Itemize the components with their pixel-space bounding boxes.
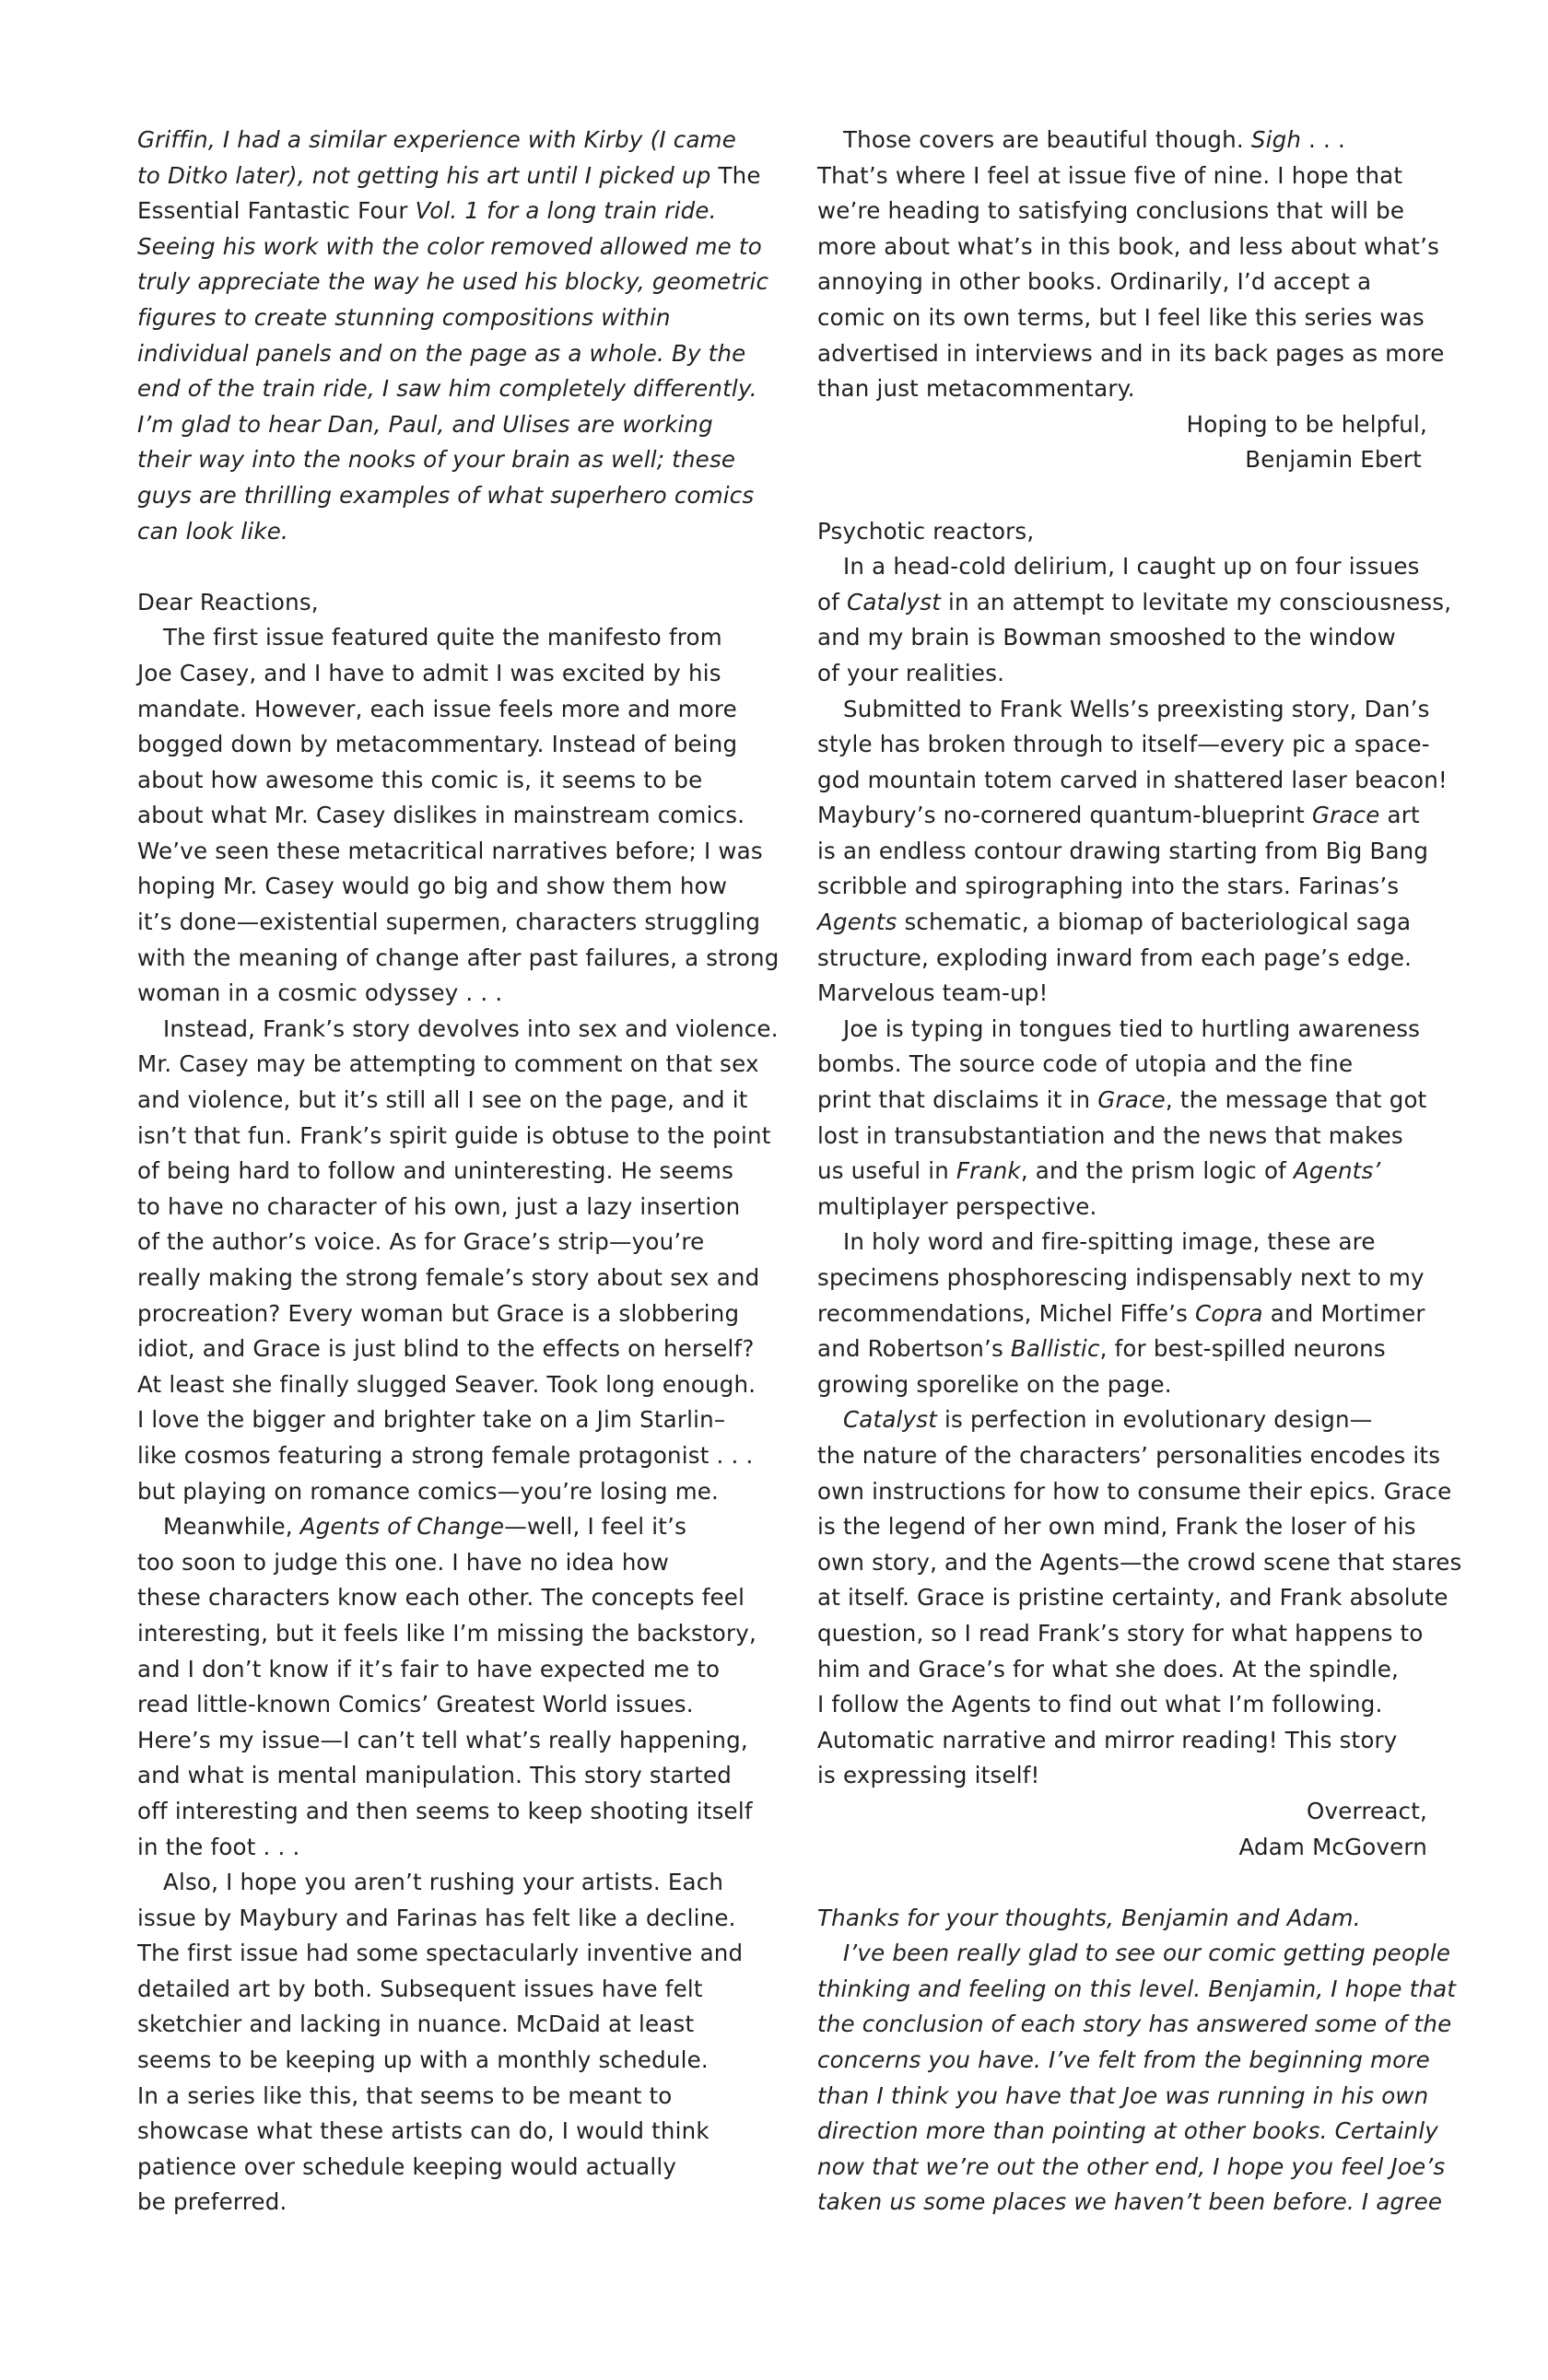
- text-run: and violence, but it’s still all I see on the page, and it: [137, 1086, 748, 1114]
- text-run: patience over schedule keeping would actually: [137, 2152, 677, 2180]
- text-run: The first issue had some spectacularly inventive and: [137, 1940, 744, 1967]
- text-run: print that disclaims it in: [817, 1086, 1098, 1114]
- left-column: [137, 123, 780, 2221]
- text-run: Frank: [956, 1157, 1021, 1185]
- text-run: at itself. Grace is pristine certainty, and Frank absolute: [817, 1584, 1448, 1612]
- text-line: [817, 1545, 1462, 1581]
- text-run: Those covers are beautiful though.: [843, 126, 1251, 153]
- text-run: hoping Mr. Casey would go big and show them how: [137, 873, 728, 900]
- text-run: now that we’re out the other end, I hope you feel Joe’s: [817, 2152, 1446, 2180]
- editor-reply-body: [817, 1936, 1457, 2221]
- text-run: art: [1379, 802, 1420, 829]
- text-line: [137, 1901, 755, 1937]
- text-run: bogged down by metacommentary. Instead of being: [137, 731, 738, 758]
- text-run: , and the prism logic of: [1020, 1157, 1294, 1185]
- letter1-signoff: Hoping to be helpful,: [1186, 410, 1427, 438]
- text-line: [817, 1296, 1427, 1332]
- text-run: him and Grace’s for what she does. At the spindle,: [817, 1655, 1399, 1682]
- text-run: figures to create stunning compositions within: [137, 303, 671, 331]
- text-line: [817, 1402, 1427, 1438]
- text-line: [817, 123, 1427, 158]
- letter2-signoff: Overreact,: [1307, 1797, 1427, 1824]
- text-run: Ballistic: [1010, 1335, 1100, 1363]
- text-run: their way into the nooks of your brain as well; these: [137, 446, 736, 474]
- text-run: lost in transubstantiation and the news that makes: [817, 1121, 1403, 1149]
- text-run: I love the bigger and brighter take on a Jim Starlin–: [137, 1406, 726, 1434]
- text-line: [137, 1652, 755, 1688]
- text-run: Agents of Change: [299, 1513, 505, 1541]
- text-line: [137, 1402, 755, 1438]
- text-run: Essential Fantastic Four: [137, 197, 416, 225]
- text-line: [817, 869, 1427, 905]
- text-run: advertised in interviews and in its back pages as more: [817, 339, 1445, 367]
- text-line: [137, 976, 755, 1012]
- text-run: Catalyst: [843, 1406, 938, 1434]
- text-line: [137, 1616, 755, 1652]
- text-line: [137, 1367, 755, 1403]
- text-run: multiplayer perspective.: [817, 1192, 1097, 1220]
- text-run: concerns you have. I’ve felt from the beginning more: [817, 2046, 1430, 2074]
- text-line: [817, 905, 1427, 941]
- text-run: Copra: [1195, 1299, 1263, 1327]
- text-run: Mr. Casey may be attempting to comment on that sex: [137, 1050, 759, 1078]
- text-line: [137, 1830, 755, 1866]
- text-run: seems to be keeping up with a monthly schedule.: [137, 2046, 709, 2074]
- text-run: about how awesome this comic is, it seems to be: [137, 766, 703, 793]
- text-run: Maybury’s no-cornered quantum-blueprint: [817, 802, 1312, 829]
- text-run: Catalyst: [847, 588, 942, 616]
- text-run: Sigh: [1250, 126, 1302, 153]
- text-line: [817, 1225, 1427, 1260]
- text-line: [817, 2079, 1427, 2115]
- text-line: [137, 1154, 755, 1190]
- text-line: [817, 1190, 1427, 1225]
- text-line: [137, 1225, 755, 1260]
- text-line: [817, 2150, 1446, 2186]
- text-run: showcase what these artists can do, I would think: [137, 2117, 710, 2145]
- text-run: the nature of the characters’ personalities encodes its: [817, 1441, 1441, 1469]
- text-line: [137, 1972, 755, 2008]
- text-line: [817, 2007, 1452, 2043]
- text-run: growing sporelike on the page.: [817, 1370, 1172, 1398]
- text-run: mandate. However, each issue feels more and more: [137, 695, 737, 722]
- text-line: [137, 2114, 755, 2150]
- text-line: [817, 1331, 1427, 1367]
- text-line: [137, 300, 755, 336]
- text-line: [137, 1331, 755, 1367]
- text-run: thinking and feeling on this level. Benjamin, I hope that: [817, 1975, 1457, 2002]
- text-line: [817, 371, 1427, 407]
- text-line: [137, 1545, 755, 1581]
- text-run: like cosmos featuring a strong female protagonist . . .: [137, 1441, 754, 1469]
- text-line: [817, 834, 1427, 870]
- text-line: [137, 1438, 755, 1474]
- text-run: In a series like this, that seems to be meant to: [137, 2081, 673, 2109]
- text-run: direction more than pointing at other books. Certainly: [817, 2117, 1438, 2145]
- text-run: —well, I feel it’s: [504, 1513, 687, 1541]
- letter1-continued: [817, 123, 1445, 407]
- text-run: guys are thrilling examples of what superhero comics: [137, 481, 755, 509]
- text-run: I follow the Agents to find out what I’m following.: [817, 1691, 1383, 1718]
- text-run: Joe Casey, and I have to admit I was excited by his: [137, 659, 721, 686]
- text-run: idiot, and Grace is just blind to the effects on herself?: [137, 1335, 755, 1363]
- text-line: [137, 1474, 755, 1510]
- text-run: recommendations, Michel Fiffe’s: [817, 1299, 1196, 1327]
- text-line: [817, 1972, 1457, 2008]
- text-run: of being hard to follow and uninteresting. He seems: [137, 1157, 734, 1185]
- text-line: [137, 229, 762, 265]
- text-line: [817, 1936, 1451, 1972]
- text-run: us useful in: [817, 1157, 956, 1185]
- text-line: [137, 2150, 755, 2186]
- text-run: and my brain is Bowman smooshed to the window: [817, 624, 1396, 651]
- letter1-signature: Benjamin Ebert: [1245, 446, 1422, 474]
- text-line: [817, 1652, 1427, 1688]
- text-run: is expressing itself!: [817, 1762, 1040, 1789]
- text-run: in the foot . . .: [137, 1833, 300, 1860]
- text-run: is the legend of her own mind, Frank the loser of his: [817, 1513, 1416, 1541]
- text-run: comic on its own terms, but I feel like this series was: [817, 303, 1425, 331]
- text-line: [817, 1260, 1427, 1296]
- text-run: it’s done—existential supermen, characters struggling: [137, 909, 761, 936]
- paragraph: [817, 1012, 1427, 1225]
- text-run: own story, and the Agents—the crowd scene that stares: [817, 1548, 1462, 1576]
- text-run: Joe is typing in tongues tied to hurtling awareness: [843, 1014, 1421, 1042]
- text-run: can look like.: [137, 517, 289, 545]
- text-run: Agents: [817, 909, 897, 936]
- text-run: annoying in other books. Ordinarily, I’d accept a: [817, 268, 1372, 296]
- text-run: Submitted to Frank Wells’s preexisting story, Dan’s: [843, 695, 1430, 722]
- text-line: [817, 941, 1427, 977]
- text-line: [137, 1794, 755, 1830]
- text-run: Instead, Frank’s story devolves into sex and violence.: [163, 1014, 779, 1042]
- text-run: too soon to judge this one. I have no idea how: [137, 1548, 669, 1576]
- text-run: schematic, a biomap of bacteriological saga: [897, 909, 1412, 936]
- text-run: of: [817, 588, 848, 616]
- text-run: than I think you have that Joe was running in his own: [817, 2081, 1429, 2109]
- text-run: I’m glad to hear Dan, Paul, and Ulises are working: [137, 410, 713, 438]
- text-line: [137, 2007, 755, 2043]
- text-run: interesting, but it feels like I’m missing the backstory,: [137, 1619, 756, 1647]
- text-line: [137, 371, 755, 407]
- paragraph: [817, 158, 1445, 407]
- text-run: In a head-cold delirium, I caught up on four issues: [843, 553, 1420, 580]
- text-line: [137, 2185, 755, 2221]
- text-run: the conclusion of each story has answered some of the: [817, 2011, 1452, 2038]
- text-line: [137, 1723, 755, 1759]
- paragraph: [817, 1225, 1427, 1402]
- text-line: [817, 549, 1427, 585]
- text-run: individual panels and on the page as a whole. By the: [137, 339, 746, 367]
- text-line: [137, 193, 755, 229]
- text-line: [137, 1296, 755, 1332]
- text-run: Automatic narrative and mirror reading! This story: [817, 1726, 1398, 1753]
- text-line: [817, 1616, 1427, 1652]
- text-run: That’s where I feel at issue five of nine. I hope that: [817, 161, 1403, 189]
- text-run: procreation? Every woman but Grace is a slobbering: [137, 1299, 740, 1327]
- text-line: [137, 727, 755, 763]
- text-run: and Robertson’s: [817, 1335, 1011, 1363]
- text-line: [137, 478, 755, 514]
- text-line: [817, 2114, 1438, 2150]
- text-run: than just metacommentary.: [817, 375, 1135, 403]
- text-run: The first issue featured quite the manifesto from: [163, 624, 722, 651]
- text-run: end of the train ride, I saw him completely differently.: [137, 375, 757, 403]
- text-line: [137, 1865, 755, 1901]
- text-run: , the message that got: [1165, 1086, 1427, 1114]
- text-run: to have no character of his own, just a lazy insertion: [137, 1192, 741, 1220]
- text-run: Agents’: [1293, 1157, 1381, 1185]
- text-line: [817, 300, 1427, 336]
- text-line: [817, 692, 1430, 728]
- text-line: [137, 264, 769, 300]
- text-run: god mountain totem carved in shattered laser beacon!: [817, 766, 1448, 793]
- text-run: sketchier and lacking in nuance. McDaid at least: [137, 2011, 695, 2038]
- letter2-signature: Adam McGovern: [1238, 1833, 1427, 1860]
- text-line: [137, 158, 761, 194]
- text-line: [817, 229, 1440, 265]
- text-run: , for best-spilled neurons: [1099, 1335, 1386, 1363]
- text-line: [817, 1758, 1427, 1794]
- text-line: [137, 514, 755, 550]
- text-run: woman in a cosmic odyssey . . .: [137, 979, 503, 1007]
- text-run: bombs. The source code of utopia and the fine: [817, 1050, 1354, 1078]
- text-line: [817, 798, 1427, 834]
- text-line: [137, 123, 755, 158]
- text-line: [137, 1758, 755, 1794]
- text-line: [817, 264, 1427, 300]
- text-line: [817, 656, 1427, 692]
- text-run: Here’s my issue—I can’t tell what’s really happening,: [137, 1726, 748, 1753]
- text-run: truly appreciate the way he used his blocky, geometric: [137, 268, 769, 296]
- letter1-salutation: Dear Reactions,: [137, 588, 319, 616]
- text-run: be preferred.: [137, 2188, 287, 2216]
- paragraph: [817, 692, 1448, 1012]
- text-run: about what Mr. Casey dislikes in mainstream comics.: [137, 802, 745, 829]
- editor-reply-intro: [137, 123, 769, 549]
- paragraph: [137, 1012, 779, 1509]
- text-line: [137, 656, 755, 692]
- text-line: [137, 1580, 755, 1616]
- text-line: [817, 2185, 1443, 2221]
- text-line: [817, 1154, 1427, 1190]
- text-run: to Ditko later), not getting his art until I picked up: [137, 161, 719, 189]
- text-line: [137, 869, 755, 905]
- text-run: is perfection in evolutionary design—: [937, 1406, 1373, 1434]
- text-run: structure, exploding inward from each page’s edge.: [817, 944, 1413, 971]
- text-run: At least she finally slugged Seaver. Took long enough.: [137, 1370, 756, 1398]
- text-run: The: [718, 161, 761, 189]
- paragraph: [137, 1865, 755, 2221]
- text-run: off interesting and then seems to keep shooting itself: [137, 1797, 753, 1824]
- text-run: specimens phosphorescing indispensably next to my: [817, 1264, 1425, 1291]
- paragraph: [817, 549, 1452, 691]
- text-line: [817, 336, 1445, 372]
- text-run: Marvelous team-up!: [817, 979, 1049, 1007]
- text-line: [137, 407, 755, 443]
- text-line: [137, 1119, 771, 1155]
- text-line: [817, 1580, 1448, 1616]
- text-line: [137, 1190, 755, 1225]
- text-line: [137, 442, 755, 478]
- text-run: detailed art by both. Subsequent issues have felt: [137, 1975, 703, 2002]
- text-run: and Mortimer: [1262, 1299, 1425, 1327]
- text-line: [817, 193, 1427, 229]
- text-line: [817, 1012, 1427, 1048]
- text-line: [137, 692, 755, 728]
- text-run: Meanwhile,: [163, 1513, 300, 1541]
- text-line: [817, 727, 1430, 763]
- text-run: scribble and spirographing into the stars. Farinas’s: [817, 873, 1400, 900]
- text-line: [137, 336, 755, 372]
- text-line: [137, 941, 780, 977]
- text-line: [817, 1083, 1427, 1119]
- text-run: read little-known Comics’ Greatest World issues.: [137, 1691, 694, 1718]
- text-line: [137, 2079, 755, 2115]
- text-run: I’ve been really glad to see our comic getting people: [843, 1940, 1451, 1967]
- text-line: [817, 158, 1427, 194]
- paragraph: [137, 1509, 755, 1865]
- text-run: but playing on romance comics—you’re losing me.: [137, 1477, 720, 1505]
- text-line: [137, 1083, 755, 1119]
- text-run: Seeing his work with the color removed allowed me to: [137, 232, 762, 260]
- text-run: Griffin, I had a similar experience with Kirby (I came: [137, 126, 737, 153]
- text-line: [137, 834, 763, 870]
- text-run: Grace: [1097, 1086, 1166, 1114]
- text-run: isn’t that fun. Frank’s spirit guide is obtuse to the point: [137, 1121, 771, 1149]
- text-run: . . .: [1301, 126, 1345, 153]
- text-line: [817, 2043, 1430, 2079]
- text-run: of the author’s voice. As for Grace’s strip—you’re: [137, 1228, 705, 1256]
- editor-reply-opening: Thanks for your thoughts, Benjamin and Adam.: [817, 1904, 1361, 1931]
- text-line: [137, 1012, 779, 1048]
- letter2-salutation: Psychotic reactors,: [817, 517, 1035, 545]
- text-run: issue by Maybury and Farinas has felt like a decline.: [137, 1904, 736, 1931]
- text-line: [137, 1509, 755, 1545]
- text-line: [137, 620, 755, 656]
- paragraph: [817, 1402, 1462, 1794]
- text-run: question, so I read Frank’s story for what happens to: [817, 1619, 1424, 1647]
- text-run: these characters know each other. The concepts feel: [137, 1584, 745, 1612]
- text-run: own instructions for how to consume their epics. Grace: [817, 1477, 1452, 1505]
- right-column: [817, 123, 1462, 2221]
- text-run: In holy word and fire-spitting image, these are: [843, 1228, 1376, 1256]
- text-line: [817, 976, 1427, 1012]
- text-run: more about what’s in this book, and less about what’s: [817, 232, 1440, 260]
- text-line: [817, 1438, 1441, 1474]
- text-line: [137, 1260, 760, 1296]
- text-line: [817, 1367, 1427, 1403]
- text-line: [137, 1047, 759, 1083]
- text-run: and I don’t know if it’s fair to have expected me to: [137, 1655, 721, 1682]
- text-line: [817, 1509, 1427, 1545]
- text-line: [137, 905, 761, 941]
- text-line: [137, 798, 755, 834]
- text-line: [137, 1687, 755, 1723]
- text-line: [817, 1723, 1427, 1759]
- text-run: Vol. 1 for a long train ride.: [415, 197, 717, 225]
- text-run: of your realities.: [817, 659, 1005, 686]
- text-run: Also, I hope you aren’t rushing your artists. Each: [163, 1869, 724, 1896]
- text-line: [817, 1474, 1452, 1510]
- text-line: [817, 585, 1452, 621]
- letter2-body: [817, 549, 1462, 1794]
- text-run: Grace: [1311, 802, 1380, 829]
- text-run: taken us some places we haven’t been before. I agree: [817, 2188, 1443, 2216]
- text-run: style has broken through to itself—every pic a space-: [817, 731, 1430, 758]
- text-run: really making the strong female’s story about sex and: [137, 1264, 760, 1291]
- text-line: [817, 1047, 1427, 1083]
- text-line: [137, 2043, 755, 2079]
- letter1-body: [137, 620, 780, 2221]
- text-run: in an attempt to levitate my consciousness,: [941, 588, 1452, 616]
- text-run: is an endless contour drawing starting from Big Bang: [817, 837, 1429, 864]
- paragraph: [137, 620, 780, 1012]
- text-line: [817, 1687, 1427, 1723]
- text-line: [817, 1119, 1427, 1155]
- paragraph: [817, 123, 1427, 158]
- text-run: with the meaning of change after past failures, a strong: [137, 944, 780, 971]
- text-line: [137, 763, 755, 799]
- text-run: and what is mental manipulation. This story started: [137, 1762, 732, 1789]
- text-line: [817, 620, 1427, 656]
- text-line: [817, 763, 1448, 799]
- text-line: [137, 1936, 755, 1972]
- text-run: we’re heading to satisfying conclusions that will be: [817, 197, 1405, 225]
- text-run: We’ve seen these metacritical narratives before; I was: [137, 837, 763, 864]
